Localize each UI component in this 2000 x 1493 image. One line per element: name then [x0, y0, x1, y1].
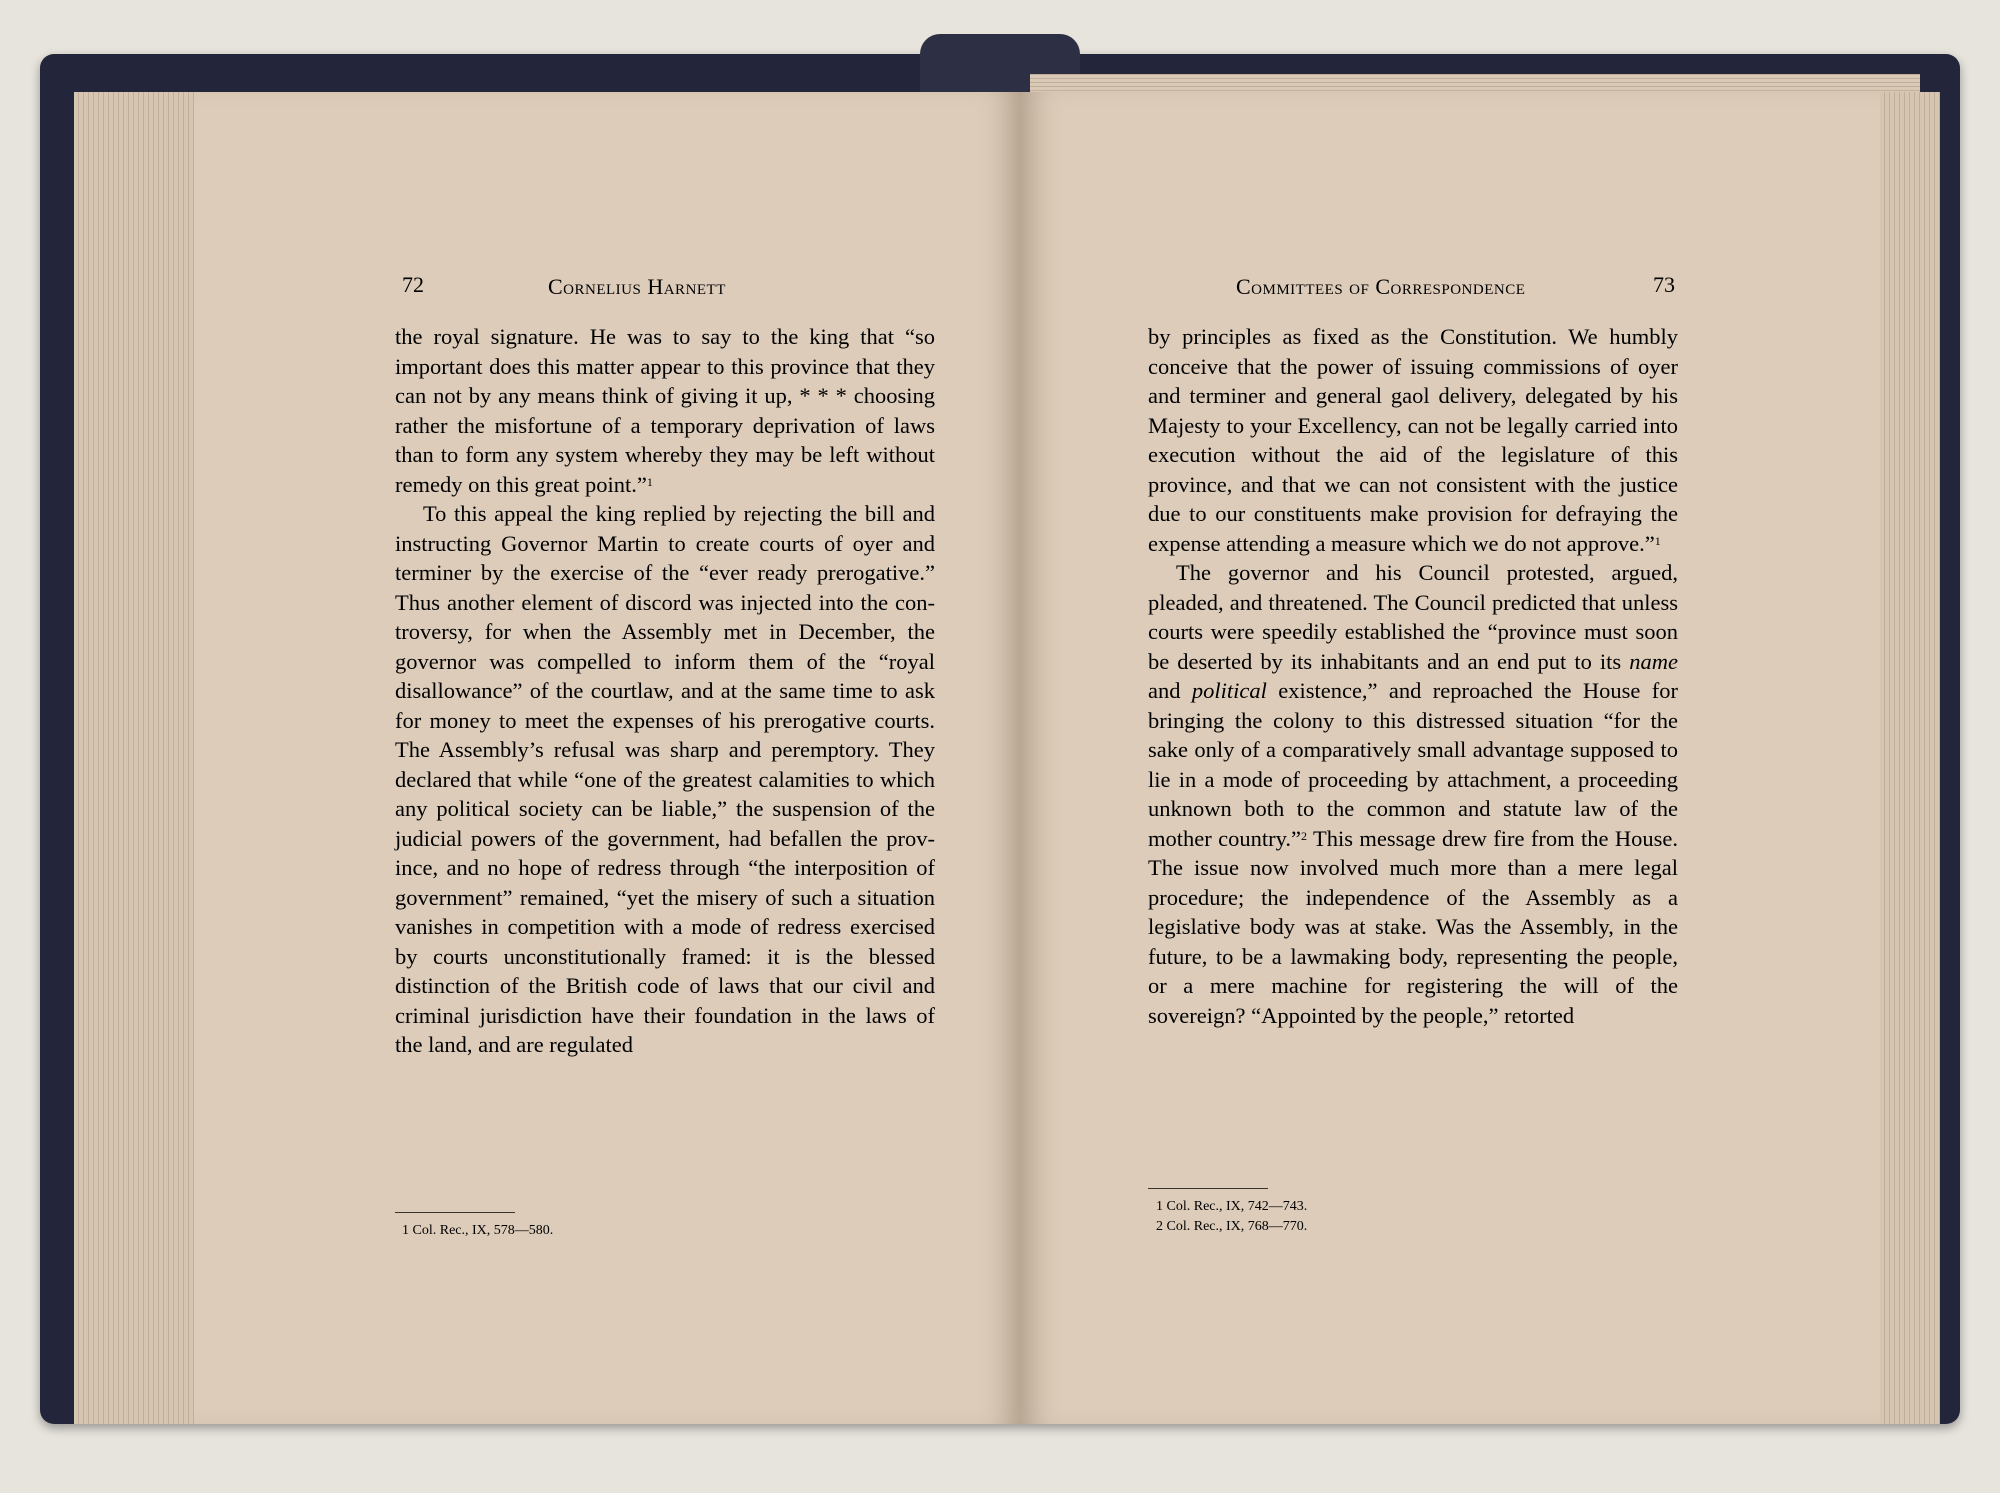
right-paragraph-2-part-c: existence,” and reproached the House for bringing the colony to this distressed situation “for the sake only of a comparatively small advantage supposed to lie in a mode of proceeding by attachment, a proceeding unknown both to the common and statute law of the mother country.”	[1148, 678, 1678, 851]
right-footnote-2: 2 Col. Rec., IX, 768—770.	[1156, 1219, 1308, 1234]
right-page-number: 73	[1653, 272, 1675, 297]
right-paragraph-1	[1148, 322, 1678, 558]
right-paragraph-2	[1148, 558, 1678, 1030]
left-page-number: 72	[402, 272, 424, 297]
page-edges-left	[74, 92, 194, 1424]
page-edges-right	[1880, 92, 1940, 1424]
left-paragraph-1-text: the royal signature. He was to say to the king that “so important does this matter appear to this province that they can not by any means think of giving it up, * * * choosing rather the misfortune of a temporary deprivation of laws than to form any system whereby they may be left without remedy on this great point.”	[395, 324, 935, 497]
footnote-ref: 1	[646, 474, 653, 489]
right-footnote-1: 1 Col. Rec., IX, 742—743.	[1156, 1199, 1308, 1214]
left-running-head: Cornelius Harnett	[548, 274, 726, 299]
footnote-ref: 2	[1301, 828, 1307, 843]
right-paragraph-2-part-a: The governor and his Council protested, argued, pleaded, and threatened. The Council predicted that unless courts were speedily established the “province must soon be deserted by its inhabitants and an end put to its	[1148, 560, 1678, 674]
italic-political: political	[1191, 678, 1267, 703]
left-footnote-1: 1 Col. Rec., IX, 578—580.	[402, 1223, 554, 1238]
right-running-head: Committees of Correspondence	[1236, 274, 1526, 299]
right-footnote-rule	[1148, 1188, 1268, 1189]
left-body-text	[395, 322, 935, 1060]
left-paragraph-2: To this appeal the king replied by rejecting the bill and instructing Governor Martin to create courts of oyer and terminer by the exercise of the “ever ready prerogative.” Thus another element of discord was injected into the controversy, for when the Assembly met in December, the governor was compelled to inform them of the “royal disallowance” of the courtlaw, and at the same time to ask for money to meet the expenses of his prerogative courts. The Assembly’s refusal was sharp and peremptory. They declared that while “one of the greatest calamities to which any political society can be liable,” the suspension of the judicial powers of the government, had befallen the province, and no hope of redress through “the interposition of government” remained, “yet the misery of such a situation vanishes in competition with a mode of redress exercised by courts unconstitutionally framed: it is the blessed distinction of the British code of laws that our civil and criminal jurisdiction have their foundation in the laws of the land, and are regulated	[395, 501, 935, 1057]
footnote-ref: 1	[1654, 533, 1661, 548]
italic-name: name	[1629, 648, 1678, 674]
right-paragraph-1-text: by principles as fixed as the Constitution. We humbly conceive that the power of issuing commissions of oyer and terminer and general gaol delivery, delegated by his Majesty to your Excellency, can not be legally carried into execution without the aid of the legislature of this province, and that we can not consistent with the justice due to our constituents make provision for defraying the expense attending a measure which we do not approve.”	[1148, 324, 1678, 556]
left-paragraph-1	[395, 322, 935, 499]
right-body-text	[1148, 322, 1678, 1030]
right-paragraph-2-part-b: and	[1148, 678, 1192, 703]
left-footnote-rule	[395, 1212, 515, 1213]
right-paragraph-2-part-d: This message drew fire from the House. The issue now involved much more than a mere legal procedure; the independence of the Assembly as a legislative body was at stake. Was the Assembly, in the future, to be a lawmaking body, representing the people, or a mere machine for registering the will of the sovereign? “Appointed by the people,” retorted	[1148, 825, 1678, 1028]
